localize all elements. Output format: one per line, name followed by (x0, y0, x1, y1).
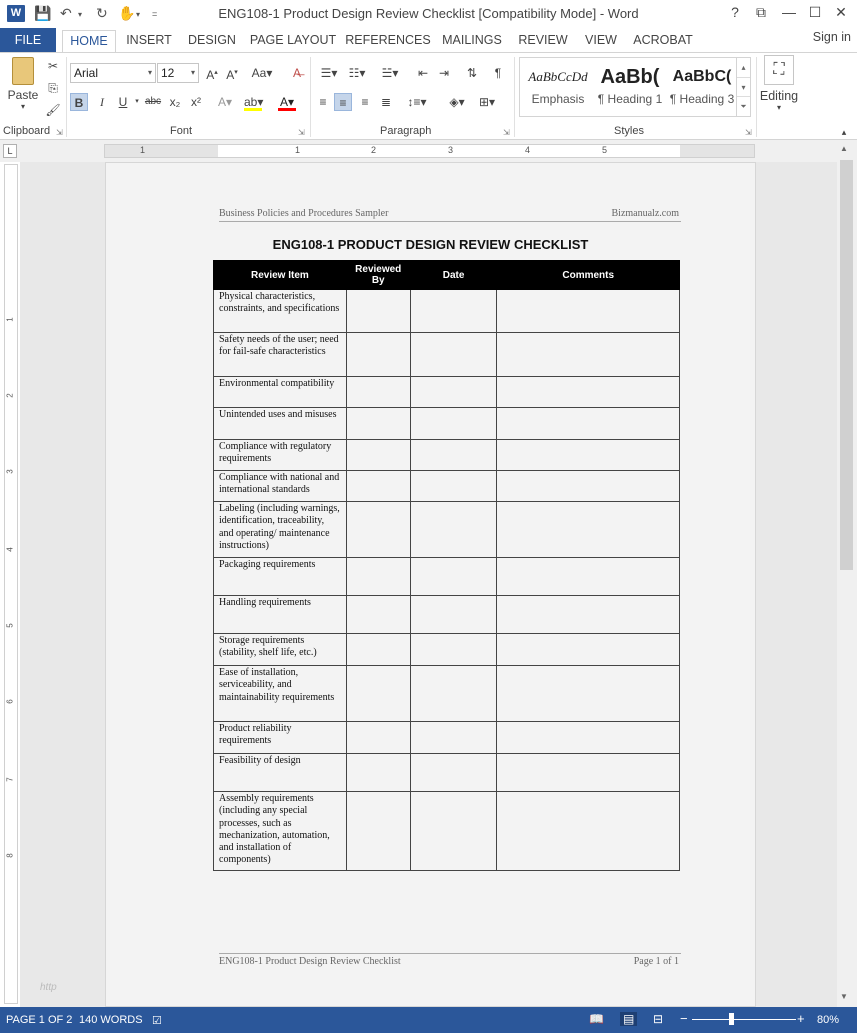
comments-cell[interactable] (497, 440, 680, 471)
shading-icon[interactable]: ◈▾ (449, 95, 465, 109)
reviewed-by-cell[interactable] (346, 754, 410, 792)
date-cell[interactable] (410, 722, 497, 754)
review-item-cell: Handling requirements (214, 596, 347, 634)
title-bar (0, 0, 857, 28)
touch-dropdown-icon[interactable]: ▾ (136, 10, 141, 19)
style-name: ¶ Heading 1 (597, 92, 663, 106)
style-sample: AaBb( (600, 66, 660, 88)
ruler-number: 1 (5, 317, 15, 322)
ruler-number: 2 (5, 393, 15, 398)
customize-qat-icon[interactable]: = (152, 9, 158, 19)
read-mode-icon[interactable]: 📖 (589, 1012, 604, 1026)
comments-cell[interactable] (497, 333, 680, 377)
font-color-icon[interactable]: A▾ (279, 95, 295, 109)
column-header: Date (410, 261, 497, 290)
chevron-down-icon: ▾ (147, 68, 152, 77)
highlight-color-icon[interactable]: ab▾ (244, 95, 264, 109)
date-cell[interactable] (410, 754, 497, 792)
style-heading-1[interactable] (594, 60, 666, 114)
zoom-level[interactable]: 80% (817, 1014, 840, 1026)
maximize-button[interactable]: ☐ (808, 4, 822, 20)
reviewed-by-cell[interactable] (346, 596, 410, 634)
borders-icon[interactable]: ⊞▾ (478, 95, 496, 109)
comments-cell[interactable] (497, 377, 680, 408)
review-item-cell: Product reliability requirements (214, 722, 347, 754)
comments-cell[interactable] (497, 290, 680, 333)
footer-rule (219, 953, 681, 954)
style-emphasis[interactable] (522, 60, 594, 114)
table-row (214, 502, 680, 558)
reviewed-by-cell[interactable] (346, 471, 410, 502)
comments-cell[interactable] (497, 502, 680, 558)
help-button[interactable]: ? (731, 4, 739, 20)
page-count[interactable]: PAGE 1 OF 2 (6, 1014, 73, 1026)
review-item-cell: Assembly requirements (including any special processes, such as mechanization, automation, and installation of components) (214, 792, 347, 871)
watermark-text: http (40, 982, 57, 993)
clipboard-icon (12, 57, 34, 85)
style-name: Emphasis (531, 92, 585, 106)
multilevel-list-icon[interactable]: ☱▾ (381, 66, 399, 80)
comments-cell[interactable] (497, 596, 680, 634)
review-item-cell: Compliance with national and international standards (214, 471, 347, 502)
clipboard-launcher-icon[interactable]: ⇲ (56, 128, 63, 137)
column-header (346, 261, 410, 290)
review-checklist-table (213, 260, 680, 871)
table-row (214, 754, 680, 792)
ruler-right-margin (680, 145, 754, 157)
ribbon-tabs (0, 28, 857, 52)
date-cell[interactable] (410, 792, 497, 871)
show-formatting-marks-icon[interactable]: ¶ (494, 66, 502, 80)
ruler-number: 5 (602, 145, 608, 155)
footer-left: ENG108-1 Product Design Review Checklist (219, 956, 401, 967)
divider (310, 57, 311, 137)
table-row (214, 408, 680, 440)
reviewed-by-cell[interactable] (346, 634, 410, 666)
horizontal-ruler-row (0, 140, 857, 162)
table-row (214, 722, 680, 754)
style-heading-3[interactable] (666, 60, 738, 114)
word-app-icon[interactable]: W (7, 5, 25, 22)
document-title: ENG108-1 PRODUCT DESIGN REVIEW CHECKLIST (272, 237, 589, 252)
column-header: Review Item (214, 261, 347, 290)
tab-mailings[interactable]: MAILINGS (442, 33, 502, 47)
collapse-ribbon-icon[interactable]: ▴ (841, 127, 847, 137)
editing-dropdown-icon: ▾ (776, 103, 781, 112)
zoom-slider[interactable] (692, 1019, 796, 1020)
grow-font-icon[interactable]: A▴ (206, 68, 218, 82)
table-row (214, 792, 680, 871)
change-case-icon[interactable]: Aa▾ (251, 66, 273, 80)
reviewed-by-cell[interactable] (346, 558, 410, 596)
cut-icon[interactable]: ✂ (47, 59, 59, 73)
reviewed-by-cell[interactable] (346, 666, 410, 722)
paste-label: Paste (7, 88, 39, 102)
window-title: ENG108-1 Product Design Review Checklist [Compatibility Mode] - Word (218, 6, 639, 21)
tab-references[interactable]: REFERENCES (345, 33, 431, 47)
save-icon[interactable]: 💾 (34, 5, 52, 21)
chevron-up-icon[interactable]: ▴ (741, 63, 746, 72)
ruler-number: 4 (5, 547, 15, 552)
reviewed-by-cell[interactable] (346, 408, 410, 440)
tab-review[interactable]: REVIEW (518, 33, 568, 47)
clear-formatting-icon[interactable]: A̶ (292, 66, 301, 80)
ruler-number: 1 (295, 145, 301, 155)
document-page[interactable] (105, 162, 756, 1007)
footer-right: Page 1 of 1 (633, 956, 679, 967)
table-header-row (214, 261, 680, 290)
tab-page-layout[interactable]: PAGE LAYOUT (249, 33, 337, 47)
review-item-cell: Ease of installation, serviceability, and maintainability requirements (214, 666, 347, 722)
comments-cell[interactable] (497, 471, 680, 502)
bullets-icon[interactable]: ☰▾ (320, 66, 338, 80)
underline-dropdown-icon[interactable]: ▾ (135, 98, 139, 105)
table-row (214, 666, 680, 722)
date-cell[interactable] (410, 290, 497, 333)
date-cell[interactable] (410, 558, 497, 596)
web-layout-icon[interactable]: ⊟ (653, 1012, 664, 1026)
chevron-down-icon[interactable]: ▾ (737, 77, 750, 96)
reviewed-by-cell[interactable] (346, 502, 410, 558)
table-row (214, 440, 680, 471)
vertical-scrollbar[interactable] (837, 140, 857, 1007)
print-layout-icon[interactable]: ▤ (620, 1012, 637, 1026)
shrink-font-icon[interactable]: A▾ (226, 68, 238, 82)
superscript-button[interactable]: x² (191, 95, 201, 109)
zoom-slider-thumb[interactable] (729, 1013, 734, 1025)
reviewed-by-cell[interactable] (346, 792, 410, 871)
document-area (20, 162, 837, 1007)
font-size-combo[interactable] (157, 63, 199, 83)
ruler-number: 4 (525, 145, 531, 155)
table-row (214, 596, 680, 634)
bold-button[interactable]: B (70, 93, 88, 111)
styles-launcher-icon[interactable]: ⇲ (745, 128, 752, 137)
table-row (214, 290, 680, 333)
vertical-ruler[interactable] (4, 164, 18, 1004)
ruler-number: 3 (448, 145, 454, 155)
date-cell[interactable] (410, 377, 497, 408)
chevron-down-icon: ▾ (190, 68, 195, 77)
font-launcher-icon[interactable]: ⇲ (298, 128, 305, 137)
table-row (214, 634, 680, 666)
review-item-cell: Environmental compatibility (214, 377, 347, 408)
ruler-number: 6 (5, 699, 15, 704)
comments-cell[interactable] (497, 754, 680, 792)
align-right-icon[interactable]: ≡ (361, 95, 369, 109)
comments-cell[interactable] (497, 634, 680, 666)
undo-dropdown-icon[interactable]: ▾ (78, 10, 83, 19)
column-header-text: Reviewed By (355, 264, 402, 286)
review-item-cell: Packaging requirements (214, 558, 347, 596)
horizontal-ruler[interactable] (104, 144, 755, 158)
review-item-cell: Labeling (including warnings, identification, traceability, and operating/ maintenance instructions) (214, 502, 347, 558)
redo-icon[interactable]: ↻ (96, 5, 108, 21)
divider (514, 57, 515, 137)
reviewed-by-cell[interactable] (346, 333, 410, 377)
date-cell[interactable] (410, 408, 497, 440)
comments-cell[interactable] (497, 558, 680, 596)
font-size-value: 12 (161, 66, 175, 80)
style-sample: AaBbCcDd (528, 69, 588, 84)
table-row (214, 558, 680, 596)
line-spacing-icon[interactable]: ↕≡▾ (407, 95, 427, 109)
format-painter-icon[interactable]: 🖌 (45, 103, 61, 117)
ruler-number: 1 (140, 145, 146, 155)
date-cell[interactable] (410, 333, 497, 377)
comments-cell[interactable] (497, 408, 680, 440)
font-group-label: Font (170, 125, 193, 137)
review-item-cell: Compliance with regulatory requirements (214, 440, 347, 471)
copy-icon[interactable]: ⎘ (48, 81, 58, 95)
tab-home[interactable]: HOME (62, 30, 116, 52)
date-cell[interactable] (410, 634, 497, 666)
strikethrough-button[interactable]: abc (144, 96, 162, 107)
table-row (214, 377, 680, 408)
styles-group-label: Styles (614, 125, 644, 137)
scroll-down-icon[interactable]: ▼ (840, 992, 848, 1001)
zoom-out-icon[interactable]: − (680, 1011, 688, 1026)
style-sample: AaBbC( (672, 68, 732, 85)
paragraph-group-label: Paragraph (380, 125, 432, 137)
increase-indent-icon[interactable]: ⇥ (438, 66, 450, 80)
ruler-number: 5 (5, 623, 15, 628)
review-item-cell: Unintended uses and misuses (214, 408, 347, 440)
editing-label: Editing (759, 89, 799, 103)
tab-selector[interactable]: L (3, 144, 17, 158)
proofing-icon[interactable]: ☑ (152, 1015, 162, 1027)
header-rule (219, 221, 681, 222)
date-cell[interactable] (410, 666, 497, 722)
tab-design[interactable]: DESIGN (188, 33, 236, 47)
status-bar (0, 1007, 857, 1033)
ruler-left-margin (105, 145, 218, 157)
undo-icon[interactable]: ↶ (60, 5, 72, 21)
word-count[interactable]: 140 WORDS (79, 1014, 143, 1026)
comments-cell[interactable] (497, 792, 680, 871)
reviewed-by-cell[interactable] (346, 440, 410, 471)
ruler-number: 7 (5, 777, 15, 782)
tab-insert[interactable]: INSERT (126, 33, 172, 47)
reviewed-by-cell[interactable] (346, 290, 410, 333)
paragraph-launcher-icon[interactable]: ⇲ (503, 128, 510, 137)
styles-gallery-scroll[interactable] (736, 58, 750, 116)
scroll-up-icon[interactable]: ▲ (840, 144, 848, 153)
header-left: Business Policies and Procedures Sampler (219, 208, 389, 219)
tab-view[interactable]: VIEW (585, 33, 617, 47)
zoom-in-icon[interactable]: + (797, 1011, 805, 1026)
italic-button[interactable]: I (100, 95, 104, 109)
justify-icon[interactable]: ≣ (380, 95, 392, 109)
font-name-value: Arial (74, 66, 99, 80)
table-row (214, 471, 680, 502)
minimize-button[interactable]: — (782, 4, 796, 20)
ruler-number: 8 (5, 853, 15, 858)
paste-dropdown-icon: ▾ (20, 102, 25, 111)
sort-icon[interactable]: ⇅ (466, 66, 478, 80)
ruler-number: 2 (371, 145, 377, 155)
review-item-cell: Feasibility of design (214, 754, 347, 792)
reviewed-by-cell[interactable] (346, 377, 410, 408)
scrollbar-thumb[interactable] (840, 160, 853, 570)
tab-acrobat[interactable]: ACROBAT (633, 33, 693, 47)
date-cell[interactable] (410, 440, 497, 471)
align-left-icon[interactable]: ≡ (319, 95, 327, 109)
clipboard-group-label: Clipboard (3, 125, 51, 137)
date-cell[interactable] (410, 596, 497, 634)
editing-button[interactable] (758, 55, 800, 119)
tab-file[interactable]: FILE (0, 28, 56, 52)
ruler-number: 3 (5, 469, 15, 474)
subscript-button[interactable]: x₂ (169, 95, 181, 109)
date-cell[interactable] (410, 471, 497, 502)
header-right: Bizmanualz.com (611, 208, 679, 219)
ribbon-display-options-button[interactable]: ⧉ (756, 4, 766, 20)
comments-cell[interactable] (497, 722, 680, 754)
underline-button[interactable]: U (118, 95, 128, 109)
align-center-icon[interactable]: ≡ (334, 93, 352, 111)
ribbon (0, 52, 857, 140)
paste-button[interactable] (6, 57, 40, 119)
font-name-combo[interactable] (70, 63, 156, 83)
text-effects-icon[interactable]: A▾ (217, 95, 233, 109)
style-name: ¶ Heading 3 (669, 92, 735, 106)
reviewed-by-cell[interactable] (346, 722, 410, 754)
table-row (214, 333, 680, 377)
column-header: Comments (497, 261, 680, 290)
comments-cell[interactable] (497, 666, 680, 722)
styles-gallery (519, 57, 751, 117)
sign-in-link[interactable]: Sign in (812, 30, 851, 44)
close-button[interactable]: ✕ (835, 4, 847, 20)
divider (756, 57, 757, 137)
divider (66, 57, 67, 137)
review-item-cell: Storage requirements (stability, shelf life, etc.) (214, 634, 347, 666)
numbering-icon[interactable]: ☷▾ (348, 66, 366, 80)
review-item-cell: Physical characteristics, constraints, and specifications (214, 290, 347, 333)
more-styles-icon[interactable]: ⏷ (737, 96, 750, 115)
touch-mode-icon[interactable]: ✋ (118, 5, 136, 21)
binoculars-icon: ⛶ (764, 55, 794, 85)
review-item-cell: Safety needs of the user; need for fail-safe characteristics (214, 333, 347, 377)
decrease-indent-icon[interactable]: ⇤ (417, 66, 429, 80)
date-cell[interactable] (410, 502, 497, 558)
